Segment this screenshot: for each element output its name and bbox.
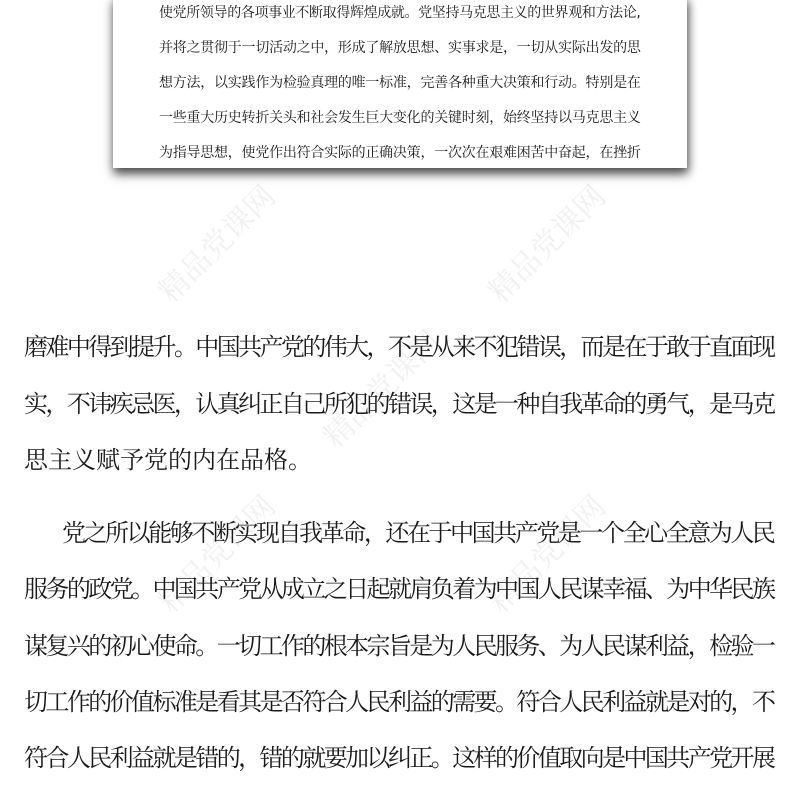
body-line: 服务的政党。中国共产党从成立之日起就肩负着为中国人民谋幸福、为中华民族 [24, 575, 774, 603]
watermark: 精品党课网 [152, 179, 283, 310]
preview-line: 为指导思想，使党作出符合实际的正确决策，一次次在艰难困苦中奋起，在挫折 [159, 145, 641, 161]
body-line: 磨难中得到提升。中国共产党的伟大，不是从来不犯错误，而是在于敢于直面现 [24, 333, 774, 361]
document-preview-card [113, 0, 687, 168]
body-line: 思主义赋予党的内在品格。 [24, 446, 312, 474]
preview-line: 使党所领导的各项事业不断取得辉煌成就。党坚持马克思主义的世界观和方法论, [159, 5, 641, 21]
body-line: 实，不讳疾忌医，认真纠正自己所犯的错误，这是一种自我革命的勇气，是马克 [24, 390, 774, 418]
watermark: 精品党课网 [482, 489, 613, 620]
preview-line: 一些重大历史转折关头和社会发生巨大变化的关键时刻，始终坚持以马克思主义 [159, 110, 641, 126]
watermark: 精品党课网 [482, 179, 613, 310]
watermark: 精品党课网 [152, 489, 283, 620]
body-line: 符合人民利益就是错的，错的就要加以纠正。这样的价值取向是中国共产党开展 [24, 744, 774, 772]
body-line: 切工作的价值标准是看其是否符合人民利益的需要。符合人民利益就是对的，不 [24, 688, 774, 716]
watermark: 精品党课网 [317, 324, 448, 455]
preview-line: 想方法，以实践作为检验真理的唯一标准，完善各种重大决策和行动。特别是在 [159, 75, 641, 91]
body-line: 谋复兴的初心使命。一切工作的根本宗旨是为人民服务、为人民谋利益，检验一 [24, 632, 774, 660]
preview-line: 并将之贯彻于一切活动之中，形成了解放思想、实事求是，一切从实际出发的思 [159, 40, 641, 56]
paragraph-first-line: 党之所以能够不断实现自我革命，还在于中国共产党是一个全心全意为人民 [62, 519, 774, 547]
